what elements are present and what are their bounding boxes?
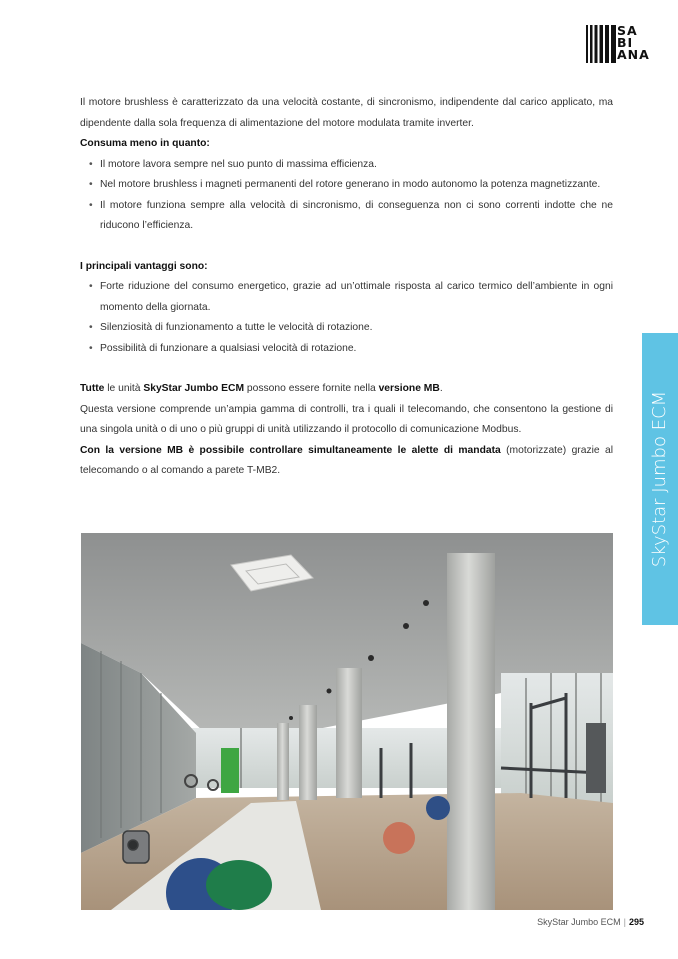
mb-paragraph-2: Questa versione comprende un’ampia gamma di controlli, tra i quali il telecomando, che consentono la gestione di una singola unità o di uno o più gruppi di unità utilizzando il protocollo di comunicazione Modbus. xyxy=(80,403,613,435)
list-item: • Possibilità di funzionare a qualsiasi velocità di rotazione. xyxy=(100,339,613,360)
section2-heading: I principali vantaggi sono: xyxy=(80,260,208,272)
section1-list xyxy=(80,155,613,237)
body-text xyxy=(80,93,613,482)
list-item: • Il motore lavora sempre nel suo punto di massima efficienza. xyxy=(100,155,613,176)
page-number: 295 xyxy=(628,917,644,927)
list-item: • Nel motore brushless i magneti permanenti del rotore generano in modo autonomo la potenza magnetizzante. xyxy=(100,175,613,196)
footer-separator: | xyxy=(623,917,626,927)
page-footer xyxy=(537,917,644,927)
list-item: • Silenziosità di funzionamento a tutte le velocità di rotazione. xyxy=(100,318,613,339)
intro-paragraph: Il motore brushless è caratterizzato da una velocità costante, di sincronismo, indipendente dal carico applicato, ma dipendente dalla sola frequenza di alimentazione del motore modulata tramite inverter. xyxy=(80,97,613,129)
list-item: • Forte riduzione del consumo energetico, grazie ad un’ottimale risposta al carico termico dell’ambiente in ogni momento della giornata. xyxy=(100,277,613,318)
mb-paragraph-3: Con la versione MB è possibile controllare simultaneamente le alette di mandata (motorizzate) grazie al telecomando o al comando a parete T-MB2. xyxy=(80,444,614,476)
sabiana-logo-text: SA BI ANA xyxy=(617,23,650,62)
list-item: • Il motore funziona sempre alla velocità di sincronismo, di conseguenza non ci sono correnti indotte che ne riducono l’efficienza. xyxy=(100,196,613,237)
section1-heading: Consuma meno in quanto: xyxy=(80,138,210,149)
side-tab-label: SkyStar Jumbo ECM xyxy=(649,390,670,568)
mb-paragraph-1: Tutte le unità SkyStar Jumbo ECM possono essere fornite nella versione MB. xyxy=(80,383,443,394)
section2-list xyxy=(80,277,613,359)
gym-interior-photo xyxy=(81,533,613,910)
footer-product: SkyStar Jumbo ECM xyxy=(537,917,621,927)
